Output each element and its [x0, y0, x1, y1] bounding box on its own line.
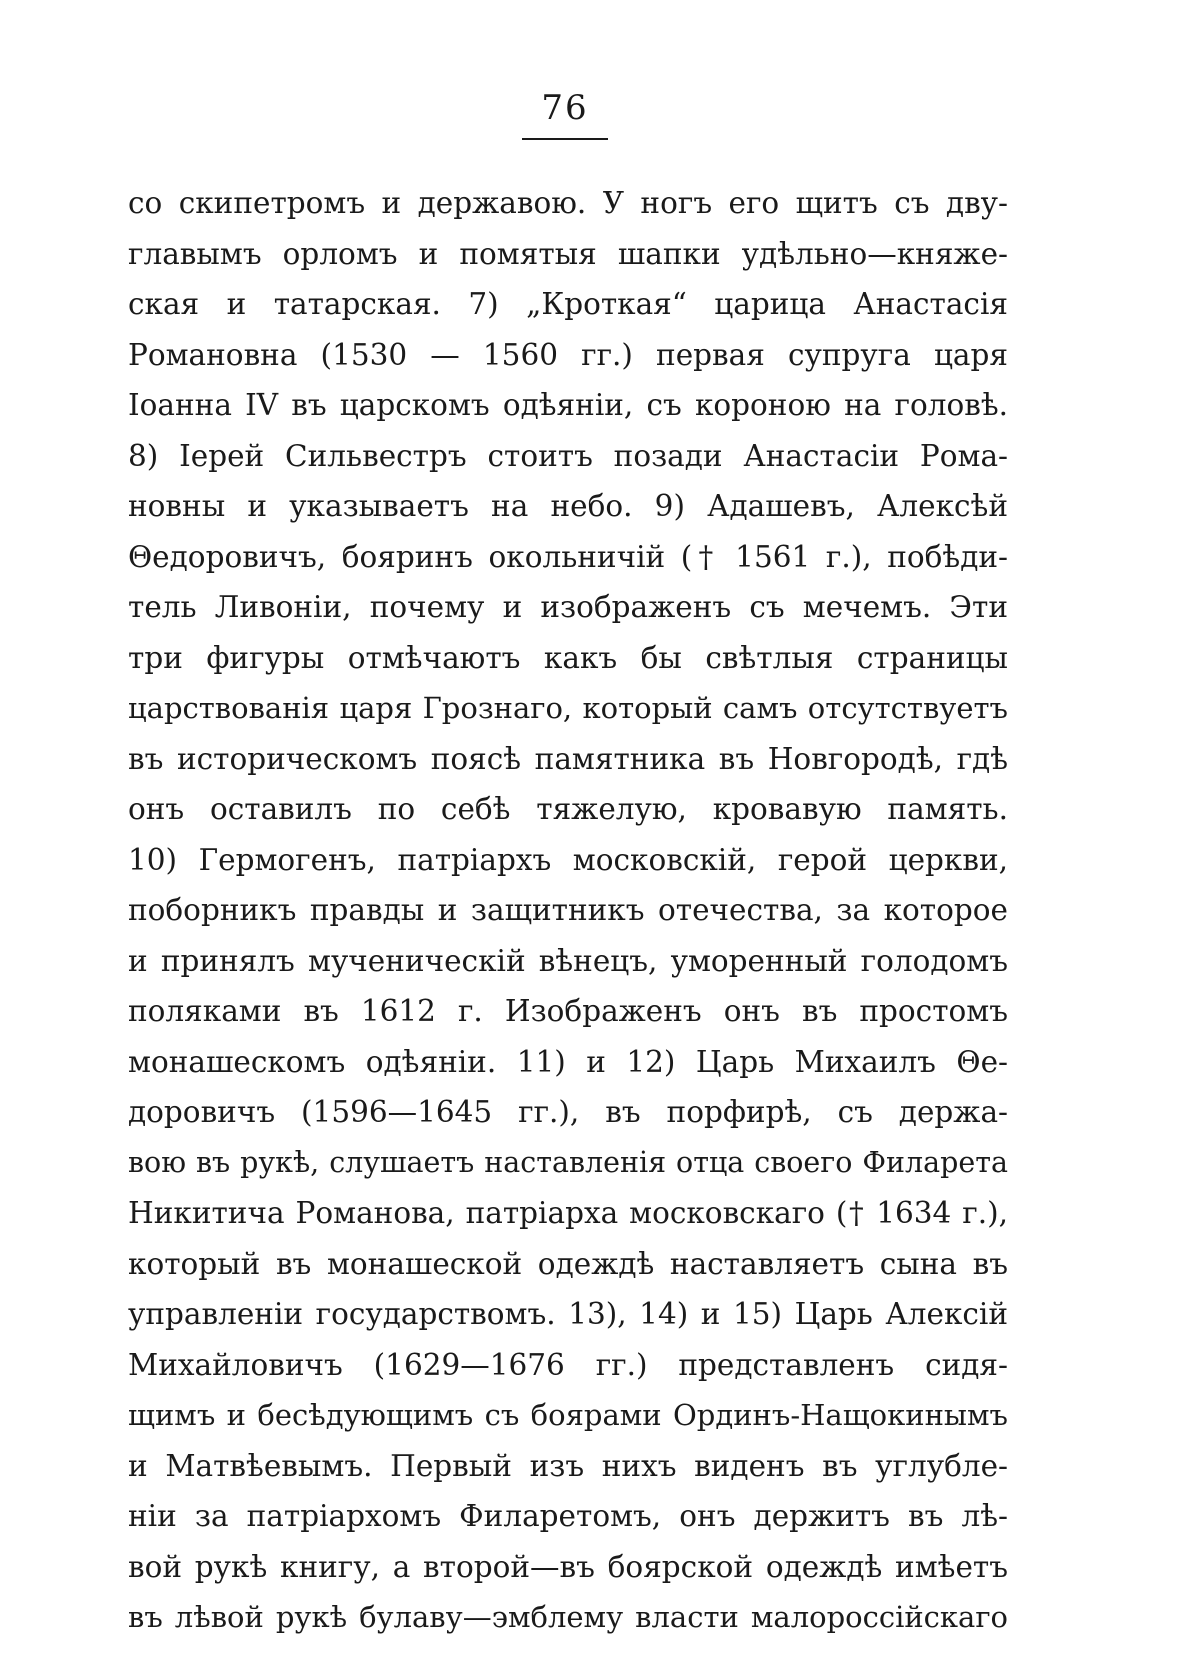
text-line: царствованія царя Грознаго, который самъ отсутствуетъ — [128, 691, 1008, 725]
text-line: поборникъ правды и защитникъ отечества, за которое — [128, 893, 1008, 927]
text-line: Романовна (1530 — 1560 гг.) первая супруга царя — [128, 337, 1008, 372]
text-line: который въ монашеской одеждѣ наставляетъ сына въ — [128, 1246, 1008, 1281]
text-line: три фигуры отмѣчаютъ какъ бы свѣтлыя страницы — [128, 640, 1008, 675]
page-number-rule — [522, 138, 608, 140]
text-line: вой рукѣ книгу, а второй—въ боярской одеждѣ имѣетъ — [128, 1549, 1008, 1584]
text-line: Михайловичъ (1629—1676 гг.) представленъ сидя- — [128, 1347, 1008, 1382]
text-line: Іоанна IV въ царскомъ одѣяніи, съ короною на головѣ. — [128, 388, 1008, 422]
text-line: монашескомъ одѣяніи. 11) и 12) Царь Михаилъ Θе- — [128, 1044, 1008, 1079]
text-line: новны и указываетъ на небо. 9) Адашевъ, Алексѣй — [128, 489, 1008, 523]
text-line: тель Ливоніи, почему и изображенъ съ мечемъ. Эти — [128, 590, 1008, 624]
text-line: щимъ и бесѣдующимъ съ боярами Ординъ-Нащокинымъ — [128, 1398, 1008, 1432]
text-line: ская и татарская. 7) „Кроткая“ царица Анастасія — [128, 287, 1008, 321]
text-line: въ историческомъ поясѣ памятника въ Новгородѣ, гдѣ — [128, 741, 1008, 776]
text-line: 10) Гермогенъ, патріархъ московскій, герой церкви, — [128, 842, 1008, 877]
text-line: 8) Іерей Сильвестръ стоитъ позади Анастасіи Рома- — [128, 438, 1008, 473]
text-line: и Матвѣевымъ. Первый изъ нихъ виденъ въ углубле- — [128, 1448, 1008, 1483]
text-line: поляками въ 1612 г. Изображенъ онъ въ простомъ — [128, 994, 1008, 1028]
text-line: онъ оставилъ по себѣ тяжелую, кровавую память. — [128, 792, 1008, 826]
text-line: въ лѣвой рукѣ булаву—эмблему власти малороссійскаго — [128, 1600, 1008, 1634]
body-text — [128, 178, 1008, 1643]
text-line: со скипетромъ и державою. У ногъ его щитъ съ дву- — [128, 186, 1008, 220]
text-line: управленіи государствомъ. 13), 14) и 15) Царь Алексій — [128, 1297, 1008, 1331]
text-line: вою въ рукѣ, слушаетъ наставленія отца своего Филарета — [128, 1145, 1008, 1179]
page-number: 76 — [541, 88, 589, 128]
text-line: Никитича Романова, патріарха московскаго († 1634 г.), — [128, 1196, 1008, 1230]
text-line: главымъ орломъ и помятыя шапки удѣльно—княже- — [128, 236, 1008, 271]
text-line: ніи за патріархомъ Филаретомъ, онъ держитъ въ лѣ- — [128, 1499, 1008, 1533]
text-line: Θедоровичъ, бояринъ окольничій († 1561 г.), побѣди- — [128, 539, 1008, 574]
text-line: и принялъ мученическій вѣнецъ, уморенный голодомъ — [128, 943, 1008, 978]
text-line: доровичъ (1596—1645 гг.), въ порфирѣ, съ держа- — [128, 1095, 1008, 1129]
